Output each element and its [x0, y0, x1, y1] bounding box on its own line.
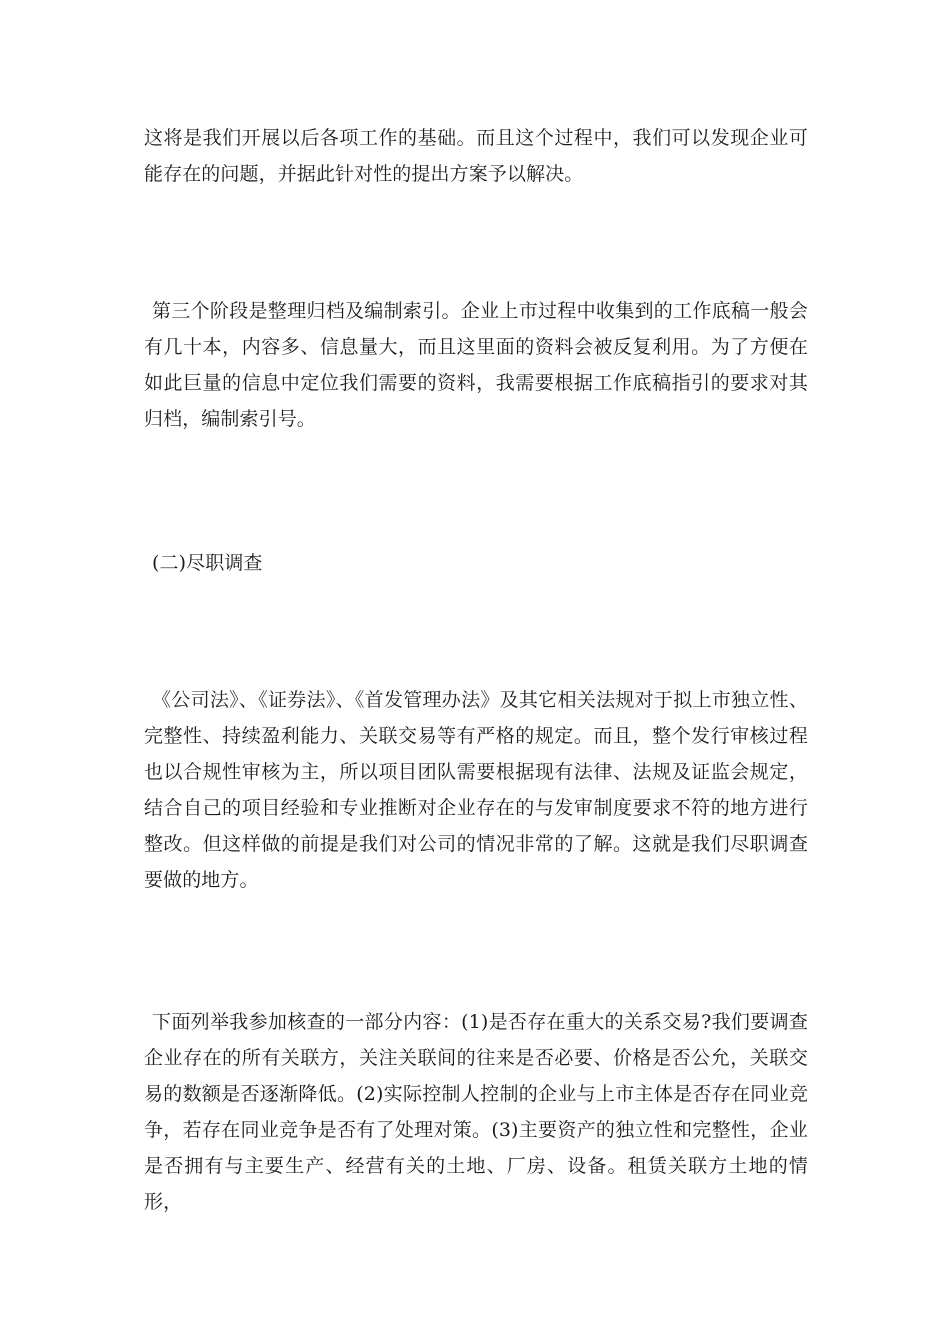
paragraph-foundation: 这将是我们开展以后各项工作的基础。而且这个过程中，我们可以发现企业可能存在的问题，并据此针对性的提出方案予以解决。	[144, 127, 808, 185]
paragraph-regulations: 《公司法》、《证券法》、《首发管理办法》及其它相关法规对于拟上市独立性、完整性、持续盈利能力、关联交易等有严格的规定。而且，整个发行审核过程也以合规性审核为主，所以项目团队需要根据现有法律、法规及证监会规定，结合自己的项目经验和专业推断对企业存在的与发审制度要求不符的地方进行整改。但这样做的前提是我们对公司的情况非常的了解。这就是我们尽职调查要做的地方。	[144, 689, 808, 891]
paragraph-verification-items: 下面列举我参加核查的一部分内容：(1)是否存在重大的关系交易?我们要调查企业存在的所有关联方，关注关联间的往来是否必要、价格是否公允，关联交易的数额是否逐渐降低。(2)实际控制人控制的企业与上市主体是否存在同业竞争，若存在同业竞争是否有了处理对策。(3)主要资产的独立性和完整性，企业是否拥有与主要生产、经营有关的土地、厂房、设备。租赁关联方土地的情形，	[144, 1011, 808, 1213]
section-heading-due-diligence: (二)尽职调查	[152, 552, 263, 574]
paragraph-third-stage: 第三个阶段是整理归档及编制索引。企业上市过程中收集到的工作底稿一般会有几十本，内容多、信息量大，而且这里面的资料会被反复利用。为了方便在如此巨量的信息中定位我们需要的资料，我需要根据工作底稿指引的要求对其归档，编制索引号。	[144, 300, 808, 430]
